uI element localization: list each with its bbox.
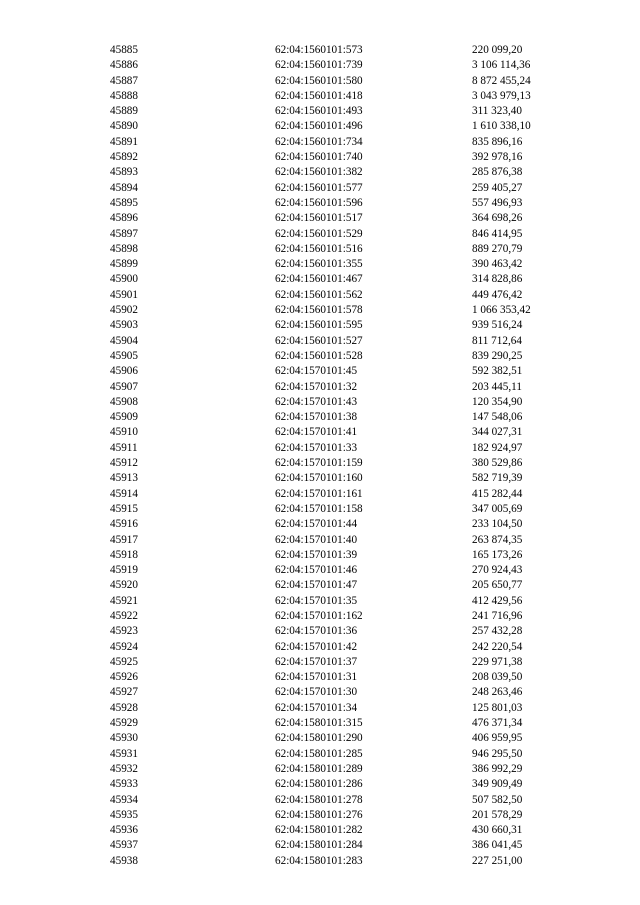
cadastral-number: 62:04:1560101:529 bbox=[275, 227, 363, 240]
cadastral-number: 62:04:1560101:577 bbox=[275, 181, 363, 194]
row-number: 45892 bbox=[110, 151, 138, 164]
row-number: 45888 bbox=[110, 89, 138, 102]
table-row bbox=[0, 334, 640, 349]
row-number: 45911 bbox=[110, 441, 138, 454]
cadastral-value: 811 712,64 bbox=[472, 334, 522, 347]
cadastral-value: 242 220,54 bbox=[472, 640, 523, 653]
table-row bbox=[0, 43, 640, 58]
row-number: 45905 bbox=[110, 349, 138, 362]
cadastral-number: 62:04:1570101:44 bbox=[275, 518, 358, 531]
cadastral-value: 939 516,24 bbox=[472, 319, 523, 332]
cadastral-number: 62:04:1560101:739 bbox=[275, 59, 363, 72]
cadastral-number: 62:04:1580101:276 bbox=[275, 808, 363, 821]
table-row bbox=[0, 456, 640, 471]
row-number: 45907 bbox=[110, 380, 138, 393]
cadastral-value: 125 801,03 bbox=[472, 701, 523, 714]
cadastral-number: 62:04:1570101:36 bbox=[275, 625, 358, 638]
cadastral-value: 364 698,26 bbox=[472, 212, 523, 225]
cadastral-value: 415 282,44 bbox=[472, 487, 523, 500]
cadastral-number: 62:04:1560101:496 bbox=[275, 120, 363, 133]
cadastral-value: 476 371,34 bbox=[472, 717, 523, 730]
row-number: 45935 bbox=[110, 808, 138, 821]
table-row bbox=[0, 364, 640, 379]
cadastral-value: 412 429,56 bbox=[472, 594, 523, 607]
table-row bbox=[0, 272, 640, 287]
cadastral-value: 380 529,86 bbox=[472, 457, 523, 470]
table-row bbox=[0, 762, 640, 777]
cadastral-value: 285 876,38 bbox=[472, 166, 523, 179]
table-row bbox=[0, 257, 640, 272]
table-row bbox=[0, 624, 640, 639]
cadastral-number: 62:04:1580101:289 bbox=[275, 762, 363, 775]
table-row bbox=[0, 74, 640, 89]
cadastral-number: 62:04:1570101:45 bbox=[275, 365, 358, 378]
row-number: 45896 bbox=[110, 212, 138, 225]
row-number: 45926 bbox=[110, 671, 138, 684]
table-row bbox=[0, 395, 640, 410]
cadastral-value: 386 041,45 bbox=[472, 839, 523, 852]
row-number: 45904 bbox=[110, 334, 138, 347]
row-number: 45899 bbox=[110, 258, 138, 271]
cadastral-number: 62:04:1570101:39 bbox=[275, 548, 358, 561]
cadastral-value: 347 005,69 bbox=[472, 502, 523, 515]
row-number: 45929 bbox=[110, 717, 138, 730]
cadastral-value: 835 896,16 bbox=[472, 135, 523, 148]
cadastral-number: 62:04:1580101:315 bbox=[275, 717, 363, 730]
cadastral-number: 62:04:1570101:33 bbox=[275, 441, 358, 454]
cadastral-value: 208 039,50 bbox=[472, 671, 523, 684]
table-row bbox=[0, 731, 640, 746]
cadastral-number: 62:04:1560101:596 bbox=[275, 196, 363, 209]
cadastral-number: 62:04:1580101:282 bbox=[275, 824, 363, 837]
row-number: 45895 bbox=[110, 196, 138, 209]
cadastral-value: 839 290,25 bbox=[472, 349, 523, 362]
table-row bbox=[0, 471, 640, 486]
table-row bbox=[0, 441, 640, 456]
row-number: 45894 bbox=[110, 181, 138, 194]
table-row bbox=[0, 150, 640, 165]
row-number: 45914 bbox=[110, 487, 138, 500]
row-number: 45924 bbox=[110, 640, 138, 653]
row-number: 45909 bbox=[110, 411, 138, 424]
row-number: 45902 bbox=[110, 304, 138, 317]
row-number: 45890 bbox=[110, 120, 138, 133]
cadastral-value: 120 354,90 bbox=[472, 395, 523, 408]
cadastral-number: 62:04:1570101:159 bbox=[275, 457, 363, 470]
cadastral-number: 62:04:1560101:740 bbox=[275, 151, 363, 164]
row-number: 45897 bbox=[110, 227, 138, 240]
table-row bbox=[0, 135, 640, 150]
cadastral-number: 62:04:1560101:355 bbox=[275, 258, 363, 271]
cadastral-number: 62:04:1570101:35 bbox=[275, 594, 358, 607]
row-number: 45898 bbox=[110, 242, 138, 255]
table-row bbox=[0, 181, 640, 196]
cadastral-value: 390 463,42 bbox=[472, 258, 523, 271]
cadastral-value: 3 043 979,13 bbox=[472, 89, 531, 102]
table-row bbox=[0, 380, 640, 395]
row-number: 45887 bbox=[110, 74, 138, 87]
cadastral-number: 62:04:1580101:285 bbox=[275, 747, 363, 760]
cadastral-number: 62:04:1560101:734 bbox=[275, 135, 363, 148]
cadastral-number: 62:04:1570101:37 bbox=[275, 655, 358, 668]
row-number: 45927 bbox=[110, 686, 138, 699]
row-number: 45931 bbox=[110, 747, 138, 760]
cadastral-value: 233 104,50 bbox=[472, 518, 523, 531]
table-row bbox=[0, 196, 640, 211]
cadastral-value: 507 582,50 bbox=[472, 793, 523, 806]
cadastral-number: 62:04:1560101:573 bbox=[275, 44, 363, 56]
row-number: 45928 bbox=[110, 701, 138, 714]
cadastral-number: 62:04:1570101:40 bbox=[275, 533, 358, 546]
table-row bbox=[0, 578, 640, 593]
cadastral-value: 3 106 114,36 bbox=[472, 59, 531, 72]
cadastral-number: 62:04:1560101:517 bbox=[275, 212, 363, 225]
cadastral-number: 62:04:1560101:562 bbox=[275, 288, 363, 301]
row-number: 45906 bbox=[110, 365, 138, 378]
cadastral-value: 314 828,86 bbox=[472, 273, 523, 286]
row-number: 45933 bbox=[110, 778, 138, 791]
cadastral-value: 557 496,93 bbox=[472, 196, 523, 209]
cadastral-value: 1 610 338,10 bbox=[472, 120, 531, 133]
table-row bbox=[0, 609, 640, 624]
row-number: 45922 bbox=[110, 609, 138, 622]
table-row bbox=[0, 58, 640, 73]
cadastral-number: 62:04:1570101:162 bbox=[275, 609, 363, 622]
table-row bbox=[0, 349, 640, 364]
cadastral-number: 62:04:1560101:580 bbox=[275, 74, 363, 87]
cadastral-number: 62:04:1560101:578 bbox=[275, 304, 363, 317]
cadastral-number: 62:04:1570101:32 bbox=[275, 380, 358, 393]
cadastral-number: 62:04:1560101:527 bbox=[275, 334, 363, 347]
cadastral-value: 263 874,35 bbox=[472, 533, 523, 546]
table-row bbox=[0, 670, 640, 685]
table-row bbox=[0, 318, 640, 333]
row-number: 45920 bbox=[110, 579, 138, 592]
table-row bbox=[0, 165, 640, 180]
cadastral-value: 227 251,00 bbox=[472, 854, 523, 867]
row-number: 45910 bbox=[110, 426, 138, 439]
cadastral-value: 229 971,38 bbox=[472, 655, 523, 668]
row-number: 45921 bbox=[110, 594, 138, 607]
row-number: 45893 bbox=[110, 166, 138, 179]
cadastral-number: 62:04:1560101:528 bbox=[275, 349, 363, 362]
cadastral-number: 62:04:1570101:158 bbox=[275, 502, 363, 515]
cadastral-value: 203 445,11 bbox=[472, 380, 522, 393]
cadastral-value: 165 173,26 bbox=[472, 548, 523, 561]
cadastral-number: 62:04:1570101:46 bbox=[275, 564, 358, 577]
cadastral-number: 62:04:1570101:41 bbox=[275, 426, 358, 439]
table-row bbox=[0, 242, 640, 257]
cadastral-value: 248 263,46 bbox=[472, 686, 523, 699]
table-row bbox=[0, 594, 640, 609]
cadastral-value: 257 432,28 bbox=[472, 625, 523, 638]
cadastral-value: 430 660,31 bbox=[472, 824, 523, 837]
cadastral-number: 62:04:1570101:160 bbox=[275, 472, 363, 485]
table-row bbox=[0, 89, 640, 104]
cadastral-number: 62:04:1580101:284 bbox=[275, 839, 363, 852]
table-row bbox=[0, 227, 640, 242]
cadastral-value: 259 405,27 bbox=[472, 181, 523, 194]
row-number: 45917 bbox=[110, 533, 138, 546]
row-number: 45901 bbox=[110, 288, 138, 301]
row-number: 45908 bbox=[110, 395, 138, 408]
table-row bbox=[0, 533, 640, 548]
table-row bbox=[0, 640, 640, 655]
cadastral-value: 582 719,39 bbox=[472, 472, 523, 485]
table-row bbox=[0, 548, 640, 563]
table-body bbox=[0, 43, 640, 869]
cadastral-number: 62:04:1580101:278 bbox=[275, 793, 363, 806]
table-row bbox=[0, 777, 640, 792]
row-number: 45938 bbox=[110, 854, 138, 867]
cadastral-number: 62:04:1560101:595 bbox=[275, 319, 363, 332]
cadastral-number: 62:04:1560101:418 bbox=[275, 89, 363, 102]
table-row bbox=[0, 303, 640, 318]
cadastral-value: 147 548,06 bbox=[472, 411, 523, 424]
row-number: 45936 bbox=[110, 824, 138, 837]
cadastral-number: 62:04:1570101:30 bbox=[275, 686, 358, 699]
table-row bbox=[0, 211, 640, 226]
row-number: 45932 bbox=[110, 762, 138, 775]
row-number: 45913 bbox=[110, 472, 138, 485]
cadastral-number: 62:04:1570101:42 bbox=[275, 640, 358, 653]
row-number: 45889 bbox=[110, 105, 138, 118]
cadastral-value: 220 099,20 bbox=[472, 44, 523, 56]
cadastral-value: 8 872 455,24 bbox=[472, 74, 531, 87]
cadastral-number: 62:04:1570101:43 bbox=[275, 395, 358, 408]
table-row bbox=[0, 854, 640, 869]
row-number: 45930 bbox=[110, 732, 138, 745]
cadastral-value: 406 959,95 bbox=[472, 732, 523, 745]
cadastral-value: 889 270,79 bbox=[472, 242, 523, 255]
table-row bbox=[0, 838, 640, 853]
row-number: 45925 bbox=[110, 655, 138, 668]
table-row bbox=[0, 487, 640, 502]
cadastral-number: 62:04:1560101:382 bbox=[275, 166, 363, 179]
row-number: 45937 bbox=[110, 839, 138, 852]
table-row bbox=[0, 517, 640, 532]
row-number: 45903 bbox=[110, 319, 138, 332]
cadastral-value: 201 578,29 bbox=[472, 808, 523, 821]
cadastral-value: 846 414,95 bbox=[472, 227, 523, 240]
table-row bbox=[0, 502, 640, 517]
cadastral-number: 62:04:1570101:38 bbox=[275, 411, 358, 424]
cadastral-value: 1 066 353,42 bbox=[472, 304, 531, 317]
table-row bbox=[0, 563, 640, 578]
cadastral-number: 62:04:1580101:286 bbox=[275, 778, 363, 791]
cadastral-number: 62:04:1560101:467 bbox=[275, 273, 363, 286]
table-row bbox=[0, 410, 640, 425]
cadastral-value: 386 992,29 bbox=[472, 762, 523, 775]
cadastral-value: 270 924,43 bbox=[472, 564, 523, 577]
row-number: 45915 bbox=[110, 502, 138, 515]
table-row bbox=[0, 808, 640, 823]
cadastral-value: 349 909,49 bbox=[472, 778, 523, 791]
cadastral-number: 62:04:1580101:290 bbox=[275, 732, 363, 745]
cadastral-number: 62:04:1570101:161 bbox=[275, 487, 363, 500]
cadastral-value: 182 924,97 bbox=[472, 441, 523, 454]
table-row bbox=[0, 716, 640, 731]
table-row bbox=[0, 685, 640, 700]
row-number: 45923 bbox=[110, 625, 138, 638]
table-row bbox=[0, 425, 640, 440]
row-number: 45919 bbox=[110, 564, 138, 577]
cadastral-number: 62:04:1580101:283 bbox=[275, 854, 363, 867]
table-row bbox=[0, 823, 640, 838]
table-row bbox=[0, 104, 640, 119]
cadastral-number: 62:04:1570101:47 bbox=[275, 579, 358, 592]
cadastral-number: 62:04:1570101:34 bbox=[275, 701, 358, 714]
cadastral-number: 62:04:1560101:516 bbox=[275, 242, 363, 255]
row-number: 45885 bbox=[110, 44, 138, 56]
row-number: 45918 bbox=[110, 548, 138, 561]
table-row bbox=[0, 701, 640, 716]
cadastral-value: 311 323,40 bbox=[472, 105, 522, 118]
cadastral-number: 62:04:1560101:493 bbox=[275, 105, 363, 118]
table-row bbox=[0, 655, 640, 670]
row-number: 45916 bbox=[110, 518, 138, 531]
row-number: 45886 bbox=[110, 59, 138, 72]
table-row bbox=[0, 288, 640, 303]
row-number: 45912 bbox=[110, 457, 138, 470]
cadastral-value: 592 382,51 bbox=[472, 365, 523, 378]
table-row bbox=[0, 119, 640, 134]
cadastral-number: 62:04:1570101:31 bbox=[275, 671, 358, 684]
table-row bbox=[0, 793, 640, 808]
cadastral-value: 946 295,50 bbox=[472, 747, 523, 760]
cadastral-value: 241 716,96 bbox=[472, 609, 523, 622]
cadastral-value: 205 650,77 bbox=[472, 579, 523, 592]
cadastral-value: 344 027,31 bbox=[472, 426, 523, 439]
cadastral-value: 449 476,42 bbox=[472, 288, 523, 301]
row-number: 45934 bbox=[110, 793, 138, 806]
cadastral-value: 392 978,16 bbox=[472, 151, 523, 164]
row-number: 45900 bbox=[110, 273, 138, 286]
row-number: 45891 bbox=[110, 135, 138, 148]
table-row bbox=[0, 747, 640, 762]
